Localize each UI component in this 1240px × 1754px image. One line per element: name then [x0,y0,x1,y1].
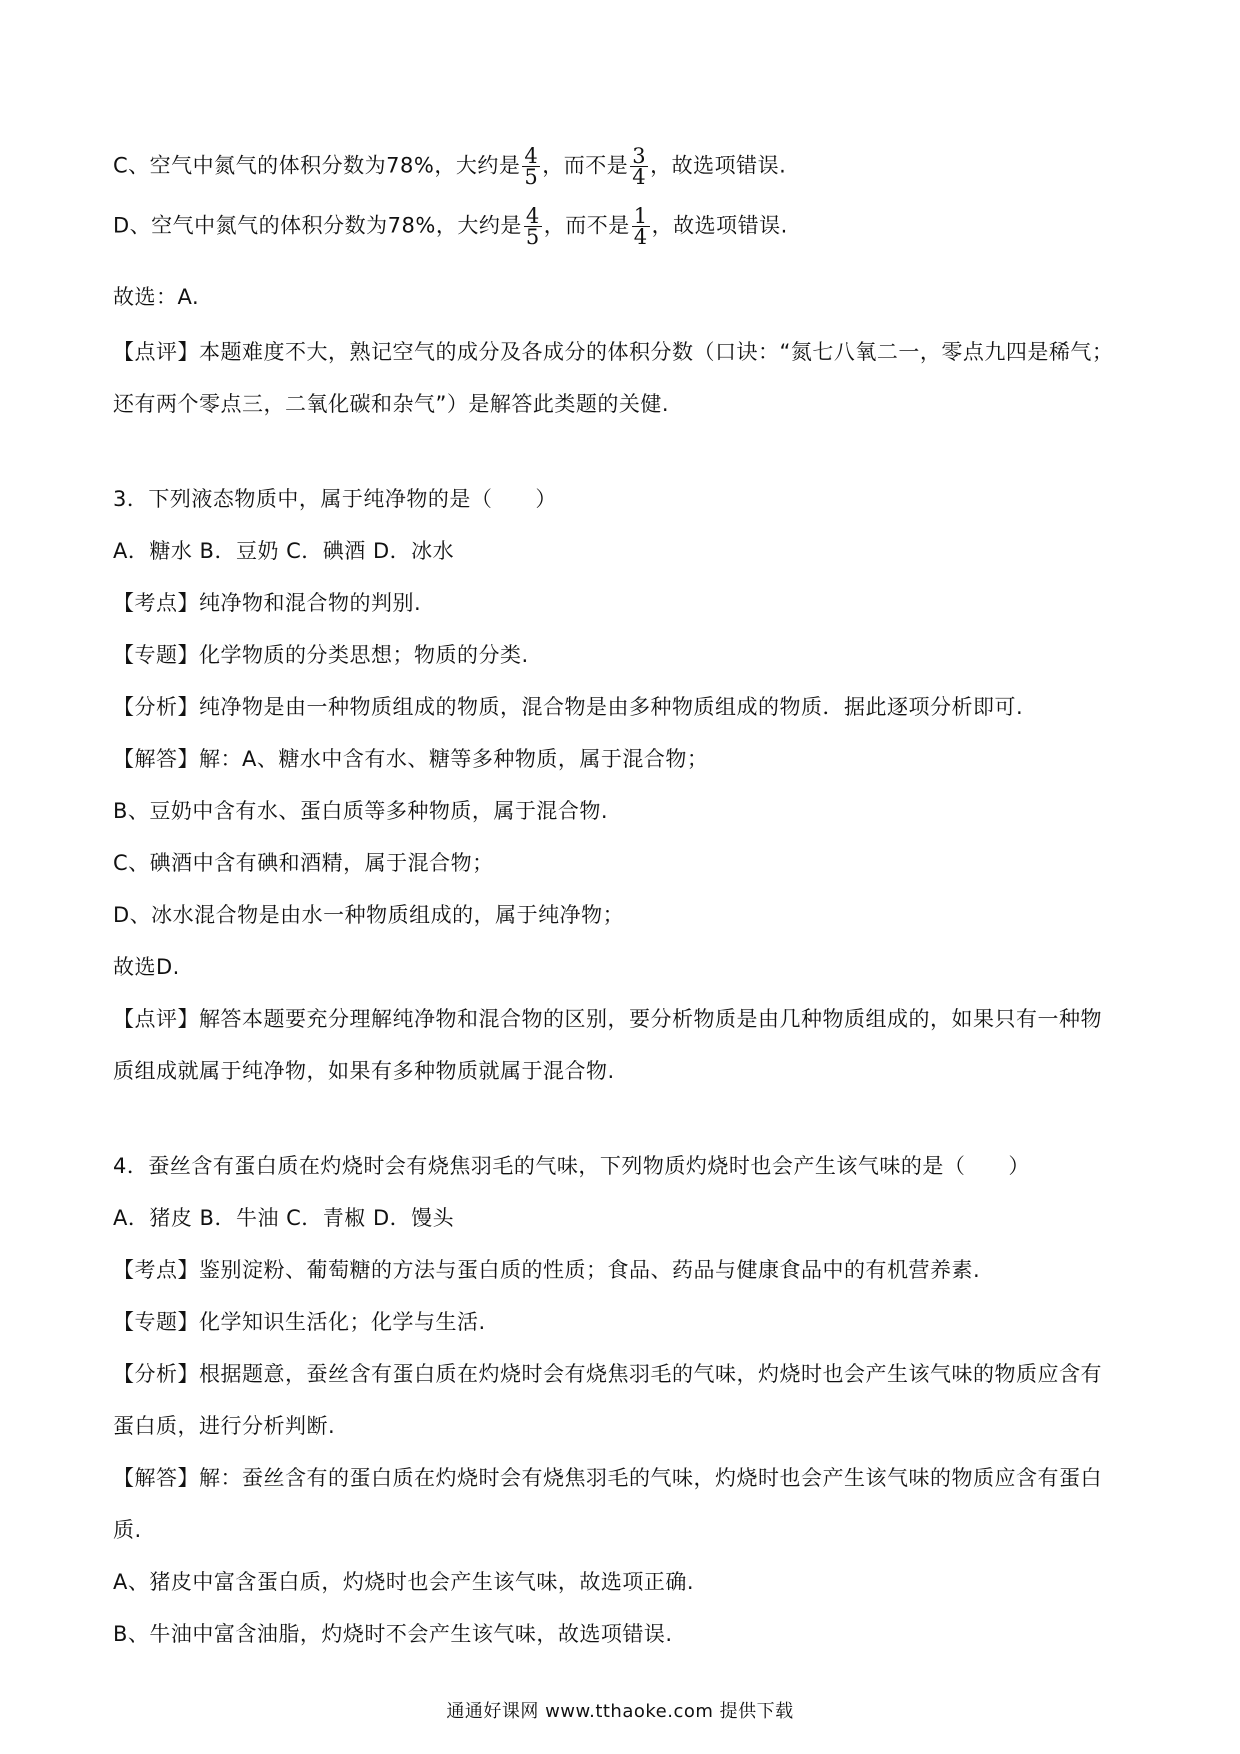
q3-answer-choice: 故选D. [113,955,180,979]
option-c-middle: ，而不是 [542,153,629,178]
q3-fenxi: 【分析】纯净物是由一种物质组成的物质，混合物是由多种物质组成的物质．据此逐项分析即可. [113,695,1024,719]
q4-option-a-analysis: A、猪皮中富含蛋白质，灼烧时也会产生该气味，故选项正确. [113,1570,695,1594]
q4-zhuanti: 【专题】化学知识生活化；化学与生活. [113,1310,486,1334]
page-footer: 通通好课网 www.tthaoke.com 提供下载 [446,1701,794,1722]
q3-option-d-analysis: D、冰水混合物是由水一种物质组成的，属于纯净物； [113,903,625,927]
q4-option-b-analysis: B、牛油中富含油脂，灼烧时不会产生该气味，故选项错误. [113,1622,673,1646]
q3-options: A．糖水 B．豆奶 C．碘酒 D．冰水 [113,539,455,563]
q3-kaodian: 【考点】纯净物和混合物的判别. [113,591,422,615]
fraction-three-fourths: $\frac{3}{4}$ [632,144,647,189]
q3-comment-line-2: 质组成就属于纯净物，如果有多种物质就属于混合物. [113,1059,615,1083]
q4-jieda-line-1: 【解答】解：蚕丝含有的蛋白质在灼烧时会有烧焦羽毛的气味，灼烧时也会产生该气味的物质应含有蛋白 [113,1466,1102,1490]
q2-answer-choice: 故选：A. [113,285,200,309]
q3-jieda: 【解答】解：A、糖水中含有水、糖等多种物质，属于混合物； [113,747,709,771]
option-c-line [113,146,1123,187]
q3-comment-line-1: 【点评】解答本题要充分理解纯净物和混合物的区别，要分析物质是由几种物质组成的，如果只有一种物 [113,1007,1102,1031]
q4-fenxi-line-1: 【分析】根据题意，蚕丝含有蛋白质在灼烧时会有烧焦羽毛的气味，灼烧时也会产生该气味的物质应含有 [113,1362,1102,1386]
q4-title: 4．蚕丝含有蛋白质在灼烧时会有烧焦羽毛的气味，下列物质灼烧时也会产生该气味的是（ ） [113,1154,1030,1178]
q3-zhuanti: 【专题】化学物质的分类思想；物质的分类. [113,643,529,667]
option-c-prefix: C、空气中氮气的体积分数为78%，大约是 [113,153,521,178]
option-d-line [113,206,1123,247]
fraction-four-fifths: $\frac{4}{5}$ [524,144,539,189]
q3-option-c-analysis: C、碘酒中含有碘和酒精，属于混合物； [113,851,494,875]
q4-kaodian: 【考点】鉴别淀粉、葡萄糖的方法与蛋白质的性质；食品、药品与健康食品中的有机营养素. [113,1258,981,1282]
q2-comment-line-1: 【点评】本题难度不大，熟记空气的成分及各成分的体积分数（口诀：“氮七八氧二一，零点九四是稀气； [113,340,1114,364]
fraction-four-fifths: $\frac{4}{5}$ [525,204,540,249]
q4-fenxi-line-2: 蛋白质，进行分析判断. [113,1414,336,1438]
q3-title: 3．下列液态物质中，属于纯净物的是（ ） [113,487,557,511]
q2-comment-line-2: 还有两个零点三，二氧化碳和杂气”）是解答此类题的关健. [113,392,670,416]
q3-option-b-analysis: B、豆奶中含有水、蛋白质等多种物质，属于混合物. [113,799,609,823]
option-d-middle: ，而不是 [543,213,630,238]
option-c-suffix: ，故选项错误. [650,153,787,178]
fraction-one-fourth: $\frac{1}{4}$ [633,204,648,249]
q4-jieda-line-2: 质. [113,1518,142,1542]
option-d-prefix: D、空气中氮气的体积分数为78%，大约是 [113,213,522,238]
option-d-suffix: ，故选项错误. [651,213,788,238]
q4-options: A．猪皮 B．牛油 C．青椒 D．馒头 [113,1206,455,1230]
